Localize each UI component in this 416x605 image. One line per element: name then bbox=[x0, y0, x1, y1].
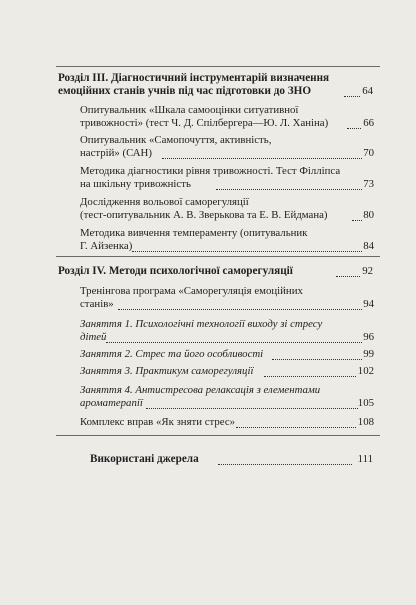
toc-line: Методика діагностики рівня тривожності. Тест Філліпса bbox=[80, 165, 341, 177]
leader-dots bbox=[118, 309, 362, 310]
toc-line: (тест-опитувальник А. В. Зверькова та Е. В. Ейдмана) bbox=[80, 209, 328, 221]
toc-line: настрій» (САН) bbox=[80, 147, 152, 159]
separator-section4 bbox=[56, 256, 380, 257]
toc-line: дітей bbox=[80, 331, 107, 343]
toc-line: Розділ ІІІ. Діагностичний інструментарій визначення bbox=[58, 72, 330, 84]
toc-line: на шкільну тривожність bbox=[80, 178, 191, 190]
toc-line: емоційних станів учнів під час підготовки до ЗНО bbox=[58, 85, 312, 97]
separator-sources bbox=[56, 435, 380, 436]
toc-line: Заняття 2. Стрес та його особливості bbox=[80, 348, 264, 360]
page-number: 64 bbox=[362, 85, 373, 97]
leader-dots bbox=[132, 251, 362, 252]
page-number: 84 bbox=[363, 240, 374, 252]
page-number: 94 bbox=[363, 298, 374, 310]
toc-line: Опитувальник «Шкала самооцінки ситуативної bbox=[80, 104, 299, 116]
page-number: 92 bbox=[362, 265, 373, 277]
page-number: 99 bbox=[363, 348, 374, 360]
separator-top bbox=[56, 66, 380, 67]
toc-line: ароматерапії bbox=[80, 397, 143, 409]
toc-line: Опитувальник «Самопочуття, активність, bbox=[80, 134, 272, 146]
page-number: 66 bbox=[363, 117, 374, 129]
page-number: 70 bbox=[363, 147, 374, 159]
leader-dots bbox=[162, 158, 362, 159]
page-number: 73 bbox=[363, 178, 374, 190]
toc-line: тривожності» (тест Ч. Д. Спілбергера—Ю. Л. Ханіна) bbox=[80, 117, 329, 129]
page-number: 105 bbox=[357, 397, 374, 409]
toc-line: Дослідження вольової саморегуляції bbox=[80, 196, 249, 208]
toc-line: Тренінгова програма «Саморегуляція емоційних bbox=[80, 285, 303, 297]
toc-line: Використані джерела bbox=[90, 453, 199, 465]
leader-dots bbox=[236, 427, 356, 428]
toc-line: Заняття 1. Психологічні технології виходу зі стресу bbox=[80, 318, 323, 330]
page-number: 111 bbox=[357, 453, 373, 465]
page-number: 102 bbox=[357, 365, 374, 377]
toc-line: Методика вивчення темпераменту (опитувальник bbox=[80, 227, 308, 239]
toc-line: Заняття 3. Практикум саморегуляції bbox=[80, 365, 254, 377]
toc-line: Комплекс вправ «Як зняти стрес» bbox=[80, 416, 236, 428]
leader-dots bbox=[264, 376, 356, 377]
page-number: 80 bbox=[363, 209, 374, 221]
leader-dots bbox=[146, 408, 358, 409]
toc-line: Розділ IV. Методи психологічної саморегуляції bbox=[58, 265, 293, 277]
toc-line: Заняття 4. Антистресова релаксація з елементами bbox=[80, 384, 321, 396]
page-number: 96 bbox=[363, 331, 374, 343]
page-number: 108 bbox=[357, 416, 374, 428]
leader-dots bbox=[216, 189, 362, 190]
leader-dots bbox=[218, 464, 352, 465]
toc-line: Г. Айзенка) bbox=[80, 240, 133, 252]
leader-dots bbox=[106, 342, 362, 343]
toc-line: станів» bbox=[80, 298, 114, 310]
